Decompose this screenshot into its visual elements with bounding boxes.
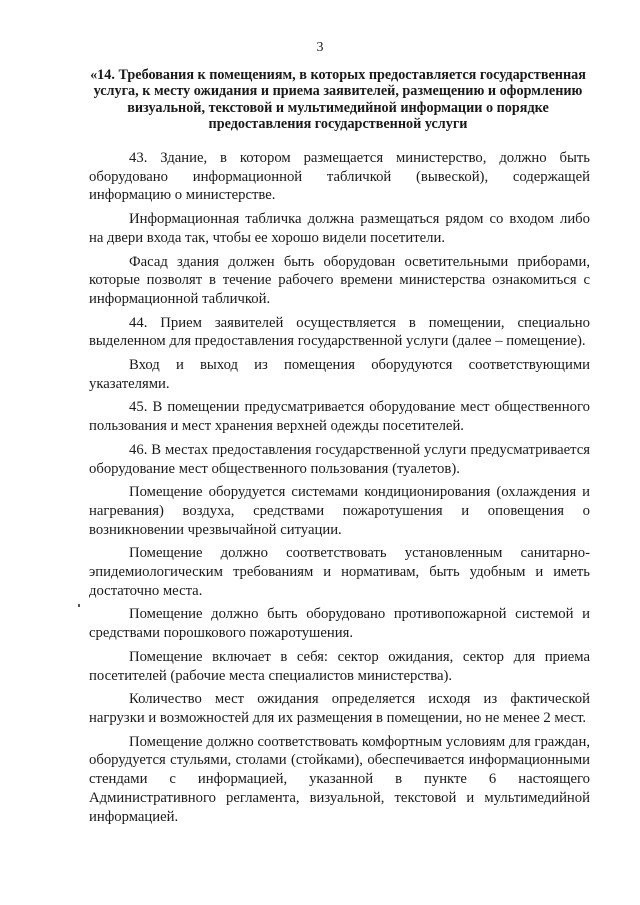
paragraph-sectors: Помещение включает в себя: сектор ожидания, сектор для приема посетителей (рабочие места специалистов министерства). (89, 648, 590, 684)
paragraph-44: 44. Прием заявителей осуществляется в помещении, специально выделенном для предоставления государственной услуги (далее – помещение). (89, 314, 590, 350)
paragraph-comfort-conditions: Помещение должно соответствовать комфортным условиям для граждан, оборудуется стульями, столами (стойками), обеспечивается информационными стендами с информацией, указанной в пункте 6 настоящего Административного регламента, визуальной, текстовой и мультимедийной информацией. (89, 733, 590, 825)
paragraph-45: 45. В помещении предусматривается оборудование мест общественного пользования и мест хранения верхней одежды посетителей. (89, 399, 590, 435)
paragraph-facade-lighting: Фасад здания должен быть оборудован осветительными приборами, которые позволят в течение рабочего времени министерства ознакомиться с информационной табличкой. (89, 253, 590, 307)
paragraph-climate-control: Помещение оборудуется системами кондиционирования (охлаждения и нагревания) воздуха, средствами пожаротушения и оповещения о возникновении чрезвычайной ситуации. (89, 484, 590, 538)
paragraph-46: 46. В местах предоставления государственной услуги предусматривается оборудование мест общественного пользования (туалетов). (89, 441, 590, 477)
paragraph-entrance-signs: Вход и выход из помещения оборудуются соответствующими указателями. (89, 357, 590, 392)
paragraph-fire-system: Помещение должно быть оборудовано противопожарной системой и средствами порошкового пожаротушения. (89, 606, 590, 642)
paragraph-sign-placement: Информационная табличка должна размещаться рядом со входом либо на двери входа так, чтобы ее хорошо видели посетители. (89, 211, 590, 246)
page-number: 3 (316, 40, 324, 55)
margin-mark (78, 604, 80, 607)
paragraph-waiting-seats: Количество мест ожидания определяется исходя из фактической нагрузки и возможностей для их размещения в помещении, но не менее 2 мест. (89, 691, 590, 726)
paragraph-sanitary-norms: Помещение должно соответствовать установленным санитарно-эпидемиологическим требованиям и нормативам, быть удобным и иметь достаточно места. (89, 545, 590, 599)
paragraph-43: 43. Здание, в котором размещается министерство, должно быть оборудовано информационной табличкой (вывеской), содержащей информацию о министерстве. (89, 150, 590, 204)
section-heading: «14. Требования к помещениям, в которых предоставляется государственная услуга, к месту ожидания и приема заявителей, размещению и оформлению визуальной, текстовой и мультимедийной информации о порядке предоставления государственной услуги (90, 67, 586, 132)
body-text (89, 149, 590, 831)
